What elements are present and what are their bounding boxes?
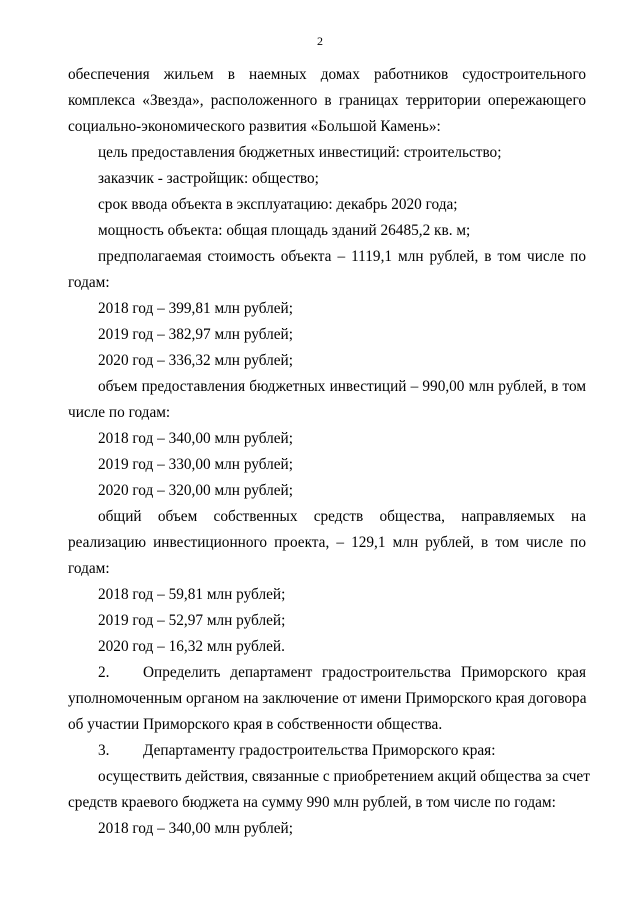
text-line: срок ввода объекта в эксплуатацию: декабрь 2020 года; xyxy=(98,196,458,213)
text-line: об участии Приморского края в собственности общества. xyxy=(68,716,443,733)
text-line: Определить департамент градостроительства Приморского края xyxy=(143,664,586,681)
text-line: реализацию инвестиционного проекта, – 129,1 млн рублей, в том числе по xyxy=(68,534,586,551)
text-line: комплекса «Звезда», расположенного в границах территории опережающего xyxy=(68,92,586,109)
text-line: обеспечения жильем в наемных домах работников судостроительного xyxy=(68,66,586,83)
text-line: средств краевого бюджета на сумму 990 млн рублей, в том числе по годам: xyxy=(68,794,556,811)
text-line: уполномоченным органом на заключение от имени Приморского края договора xyxy=(68,690,587,707)
text-line: годам: xyxy=(68,560,110,577)
text-line: 2019 год – 330,00 млн рублей; xyxy=(98,456,293,473)
text-line: 2018 год – 340,00 млн рублей; xyxy=(98,820,293,837)
page-number: 2 xyxy=(317,34,323,48)
text-line: 2019 год – 382,97 млн рублей; xyxy=(98,326,293,343)
text-line: 2020 год – 336,32 млн рублей; xyxy=(98,352,293,369)
text-line: годам: xyxy=(68,274,110,291)
text-line: 2020 год – 16,32 млн рублей. xyxy=(98,638,285,655)
text-line: мощность объекта: общая площадь зданий 26485,2 кв. м; xyxy=(98,222,471,239)
text-line: социально-экономического развития «Большой Камень»: xyxy=(68,118,441,135)
text-line: объем предоставления бюджетных инвестиций – 990,00 млн рублей, в том xyxy=(98,378,586,395)
item-number: 2. xyxy=(98,664,110,681)
item-number: 3. xyxy=(98,742,110,759)
text-line: 2018 год – 340,00 млн рублей; xyxy=(98,430,293,447)
text-line: общий объем собственных средств общества, направляемых на xyxy=(98,508,586,525)
text-line: числе по годам: xyxy=(68,404,171,421)
text-line: предполагаемая стоимость объекта – 1119,1 млн рублей, в том числе по xyxy=(98,248,586,265)
text-line: 2018 год – 399,81 млн рублей; xyxy=(98,300,293,317)
text-line: 2020 год – 320,00 млн рублей; xyxy=(98,482,293,499)
text-line: Департаменту градостроительства Приморского края: xyxy=(143,742,496,759)
text-line: цель предоставления бюджетных инвестиций: строительство; xyxy=(98,144,502,161)
text-line: осуществить действия, связанные с приобретением акций общества за счет xyxy=(98,768,590,785)
text-line: 2019 год – 52,97 млн рублей; xyxy=(98,612,286,629)
text-line: заказчик - застройщик: общество; xyxy=(98,170,319,187)
text-line: 2018 год – 59,81 млн рублей; xyxy=(98,586,286,603)
